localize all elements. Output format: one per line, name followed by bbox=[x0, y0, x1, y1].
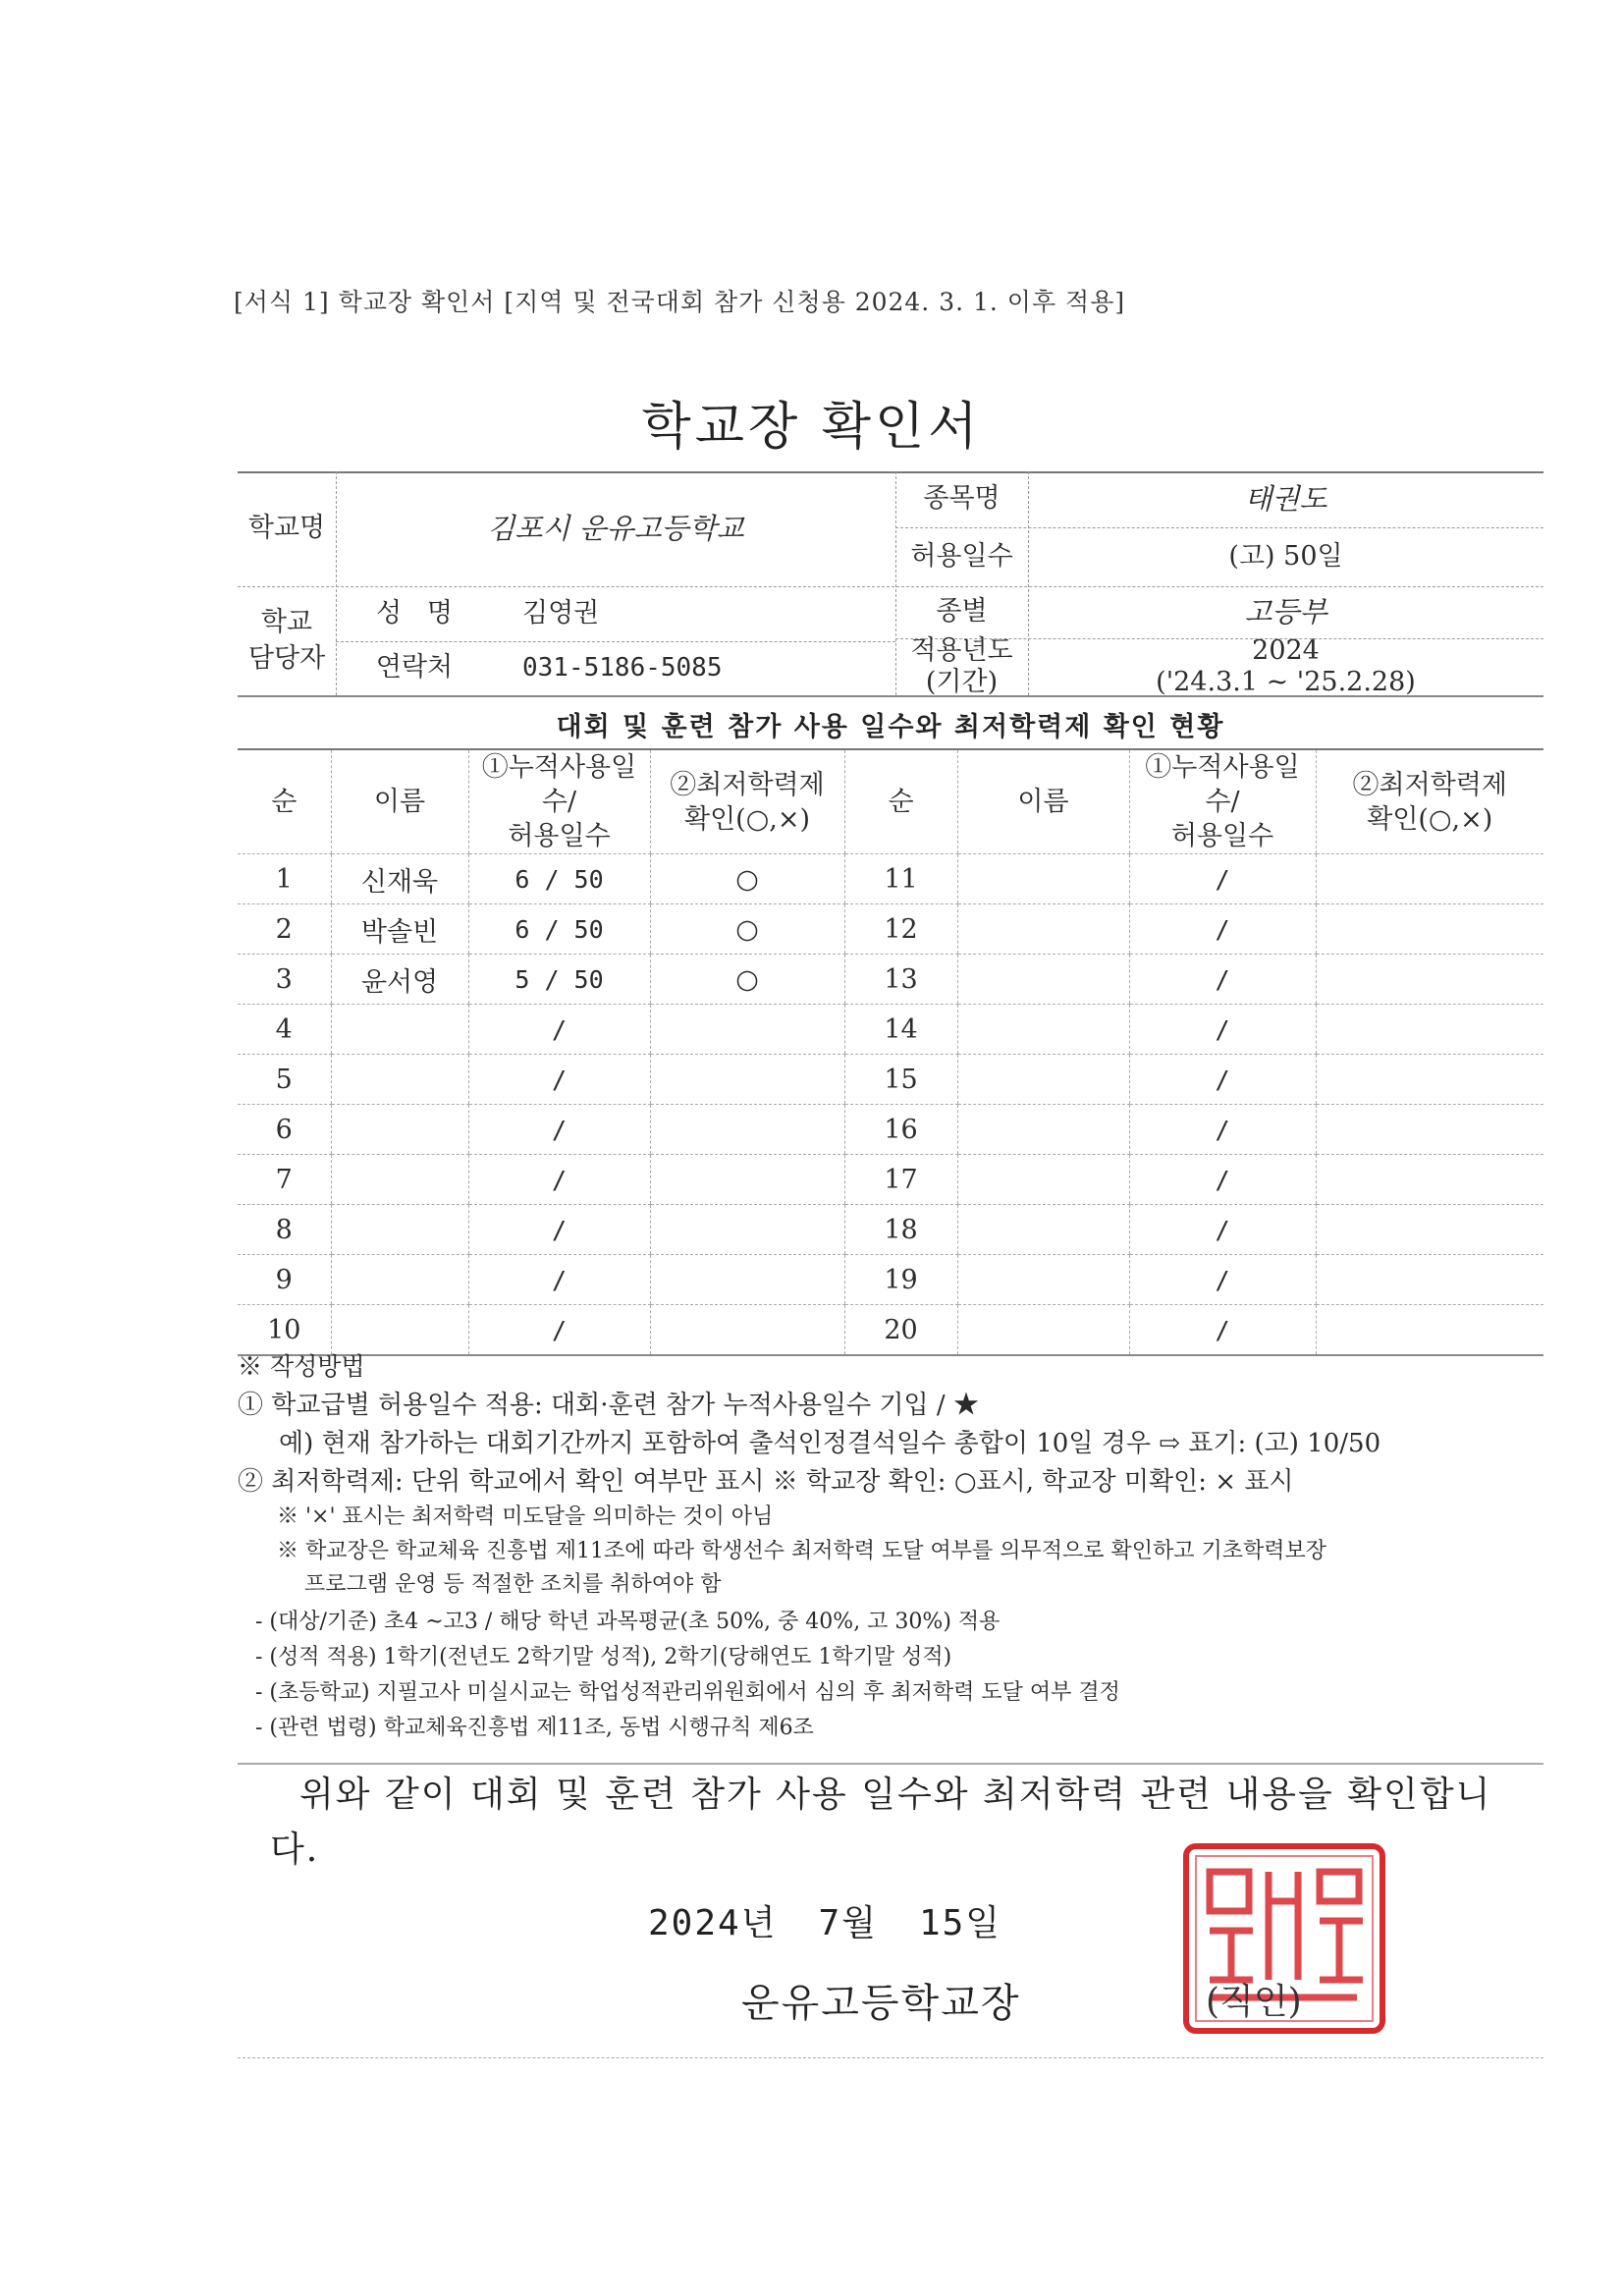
header-name: 이름 bbox=[957, 749, 1129, 854]
note-2-b: ※ 학교장은 학교체육 진흥법 제11조에 따라 학생선수 최저학력 도달 여부를 의무적으로 확인하고 기초학력보장 bbox=[277, 1539, 1327, 1563]
cell-no: 10 bbox=[238, 1305, 331, 1356]
note-2-b-cont: 프로그램 운영 등 적절한 조치를 취하여야 함 bbox=[304, 1572, 722, 1597]
cell-min: ○ bbox=[650, 904, 844, 955]
cell-no: 20 bbox=[844, 1305, 957, 1356]
cell-days: / bbox=[1129, 1005, 1316, 1055]
cell-name: 박솔빈 bbox=[331, 904, 468, 955]
table-row bbox=[238, 1055, 1543, 1105]
cell-min bbox=[650, 1155, 844, 1205]
cell-name: 신재욱 bbox=[331, 854, 468, 904]
cell-min bbox=[1316, 854, 1543, 904]
cell-min: ○ bbox=[650, 955, 844, 1005]
cell-days: / bbox=[1129, 904, 1316, 955]
cell-min: ○ bbox=[650, 854, 844, 904]
cell-no: 9 bbox=[238, 1255, 331, 1305]
cell-no: 18 bbox=[844, 1205, 957, 1255]
cell-days: / bbox=[1129, 1055, 1316, 1105]
cell-min bbox=[650, 1305, 844, 1356]
contact-label: 연락처 bbox=[375, 652, 454, 683]
cell-no: 4 bbox=[238, 1005, 331, 1055]
header-min-academic: ②최저학력제 확인(○,×) bbox=[650, 749, 844, 854]
header-no: 순 bbox=[844, 749, 957, 854]
allowed-days-label: 허용일수 bbox=[910, 540, 1013, 572]
document-title: 학교장 확인서 bbox=[641, 398, 982, 457]
school-name-label: 학교명 bbox=[247, 513, 326, 544]
cell-name bbox=[331, 1055, 468, 1105]
cell-no: 16 bbox=[844, 1105, 957, 1155]
header-days: ①누적사용일수/ 허용일수 bbox=[468, 749, 650, 854]
seal-label: (직인) bbox=[1206, 1982, 1302, 2022]
cell-name bbox=[957, 1255, 1129, 1305]
note-2: ② 최저학력제: 단위 학교에서 확인 여부만 표시 ※ 학교장 확인: ○표시, 학교장 미확인: × 표시 bbox=[238, 1467, 1294, 1497]
header-min-academic: ②최저학력제 확인(○,×) bbox=[1316, 749, 1543, 854]
cell-days: / bbox=[468, 1005, 650, 1055]
staff-label: 학교 담당자 bbox=[247, 607, 326, 674]
cell-name bbox=[957, 1105, 1129, 1155]
table-row bbox=[238, 1205, 1543, 1255]
cell-days: / bbox=[468, 1205, 650, 1255]
table-row bbox=[238, 1305, 1543, 1356]
section-title: 대회 및 훈련 참가 사용 일수와 최저학력제 확인 현황 bbox=[556, 712, 1225, 742]
table-row bbox=[238, 854, 1543, 904]
cell-no: 3 bbox=[238, 955, 331, 1005]
detail-4: - (관련 법령) 학교체육진흥법 제11조, 동법 시행규칙 제6조 bbox=[255, 1716, 814, 1740]
division-value: 고등부 bbox=[1244, 594, 1327, 629]
table-row bbox=[238, 1105, 1543, 1155]
staff-name-value: 김영권 bbox=[522, 597, 600, 629]
cell-name bbox=[331, 1205, 468, 1255]
name-label: 성 명 bbox=[376, 597, 453, 629]
cell-no: 11 bbox=[844, 854, 957, 904]
cell-min bbox=[650, 1055, 844, 1105]
header-name: 이름 bbox=[331, 749, 468, 854]
table-row bbox=[238, 1255, 1543, 1305]
table-row bbox=[238, 1005, 1543, 1055]
cell-min bbox=[1316, 1105, 1543, 1155]
cell-min bbox=[1316, 1155, 1543, 1205]
participation-table bbox=[238, 748, 1543, 1356]
cell-no: 7 bbox=[238, 1155, 331, 1205]
cell-days: / bbox=[1129, 1305, 1316, 1356]
cell-days: / bbox=[468, 1305, 650, 1356]
cell-min bbox=[1316, 1055, 1543, 1105]
cell-no: 13 bbox=[844, 955, 957, 1005]
cell-name bbox=[331, 1005, 468, 1055]
note-1-example: 예) 현재 참가하는 대회기간까지 포함하여 출석인정결석일수 총합이 10일 경우 ⇨ 표기: (고) 10/50 bbox=[279, 1429, 1381, 1458]
cell-days: / bbox=[468, 1105, 650, 1155]
event-value: 태권도 bbox=[1244, 481, 1327, 516]
division-label: 종별 bbox=[936, 596, 988, 628]
cell-no: 1 bbox=[238, 854, 331, 904]
detail-2: - (성적 적용) 1학기(전년도 2학기말 성적), 2학기(당해연도 1학기말 성적) bbox=[255, 1645, 952, 1669]
allowed-days-value: (고) 50일 bbox=[1228, 540, 1343, 572]
cell-min bbox=[650, 1105, 844, 1155]
cell-no: 12 bbox=[844, 904, 957, 955]
cell-days: / bbox=[1129, 1205, 1316, 1255]
cell-min bbox=[1316, 904, 1543, 955]
table-header-row bbox=[238, 749, 1543, 854]
cell-name bbox=[957, 854, 1129, 904]
cell-name: 윤서영 bbox=[331, 955, 468, 1005]
cell-min bbox=[1316, 1205, 1543, 1255]
cell-name bbox=[957, 1155, 1129, 1205]
cell-name bbox=[957, 1055, 1129, 1105]
header-days: ①누적사용일수/ 허용일수 bbox=[1129, 749, 1316, 854]
cell-no: 17 bbox=[844, 1155, 957, 1205]
cell-min bbox=[650, 1255, 844, 1305]
detail-3: - (초등학교) 지필고사 미실시교는 학업성적관리위원회에서 심의 후 최저학력 도달 여부 결정 bbox=[255, 1680, 1120, 1705]
school-name-value: 김포시 운유고등학교 bbox=[487, 511, 744, 545]
cell-days: / bbox=[1129, 955, 1316, 1005]
detail-1: - (대상/기준) 초4 ~고3 / 해당 학년 과목평균(초 50%, 중 40%, 고 30%) 적용 bbox=[255, 1610, 1001, 1634]
cell-no: 2 bbox=[238, 904, 331, 955]
cell-name bbox=[957, 1005, 1129, 1055]
cell-name bbox=[331, 1155, 468, 1205]
school-info-block bbox=[238, 471, 1543, 697]
issue-date: 2024년 7월 15일 bbox=[648, 1903, 1002, 1943]
cell-no: 15 bbox=[844, 1055, 957, 1105]
cell-name bbox=[957, 955, 1129, 1005]
event-label: 종목명 bbox=[923, 483, 1001, 515]
cell-days: 6 / 50 bbox=[468, 854, 650, 904]
cell-no: 14 bbox=[844, 1005, 957, 1055]
cell-no: 8 bbox=[238, 1205, 331, 1255]
instructions-heading: ※ 작성방법 bbox=[238, 1352, 365, 1381]
cell-days: / bbox=[1129, 1255, 1316, 1305]
header-no: 순 bbox=[238, 749, 331, 854]
cell-name bbox=[331, 1255, 468, 1305]
contact-value: 031-5186-5085 bbox=[522, 652, 723, 683]
year-value: 2024 ('24.3.1 ~ '25.2.28) bbox=[1156, 634, 1416, 697]
cell-min bbox=[650, 1205, 844, 1255]
cell-days: 6 / 50 bbox=[468, 904, 650, 955]
cell-days: / bbox=[468, 1055, 650, 1105]
cell-min bbox=[1316, 1305, 1543, 1356]
note-1: ① 학교급별 허용일수 적용: 대회·훈련 참가 누적사용일수 기입 / ★ bbox=[238, 1391, 979, 1420]
confirmation-statement: 위와 같이 대회 및 훈련 참가 사용 일수와 최저학력 관련 내용을 확인합니다. bbox=[270, 1775, 1492, 1870]
table-row bbox=[238, 1155, 1543, 1205]
cell-min bbox=[1316, 1005, 1543, 1055]
cell-days: / bbox=[1129, 854, 1316, 904]
cell-name bbox=[331, 1105, 468, 1155]
cell-min bbox=[1316, 955, 1543, 1005]
table-row bbox=[238, 955, 1543, 1005]
note-2-a: ※ '×' 표시는 최저학력 미도달을 의미하는 것이 아님 bbox=[277, 1504, 774, 1529]
cell-days: / bbox=[468, 1155, 650, 1205]
cell-min bbox=[1316, 1255, 1543, 1305]
cell-days: 5 / 50 bbox=[468, 955, 650, 1005]
cell-no: 19 bbox=[844, 1255, 957, 1305]
cell-name bbox=[957, 1305, 1129, 1356]
cell-days: / bbox=[1129, 1105, 1316, 1155]
cell-name bbox=[957, 904, 1129, 955]
cell-days: / bbox=[468, 1255, 650, 1305]
year-label: 적용년도 (기간) bbox=[910, 634, 1013, 697]
cell-no: 6 bbox=[238, 1105, 331, 1155]
cell-no: 5 bbox=[238, 1055, 331, 1105]
signer-name: 운유고등학교장 bbox=[741, 1981, 1021, 2026]
cell-days: / bbox=[1129, 1155, 1316, 1205]
cell-name bbox=[957, 1205, 1129, 1255]
table-row bbox=[238, 904, 1543, 955]
cell-min bbox=[650, 1005, 844, 1055]
form-label: [서식 1] 학교장 확인서 [지역 및 전국대회 참가 신청용 2024. 3. 1. 이후 적용] bbox=[234, 288, 1126, 316]
